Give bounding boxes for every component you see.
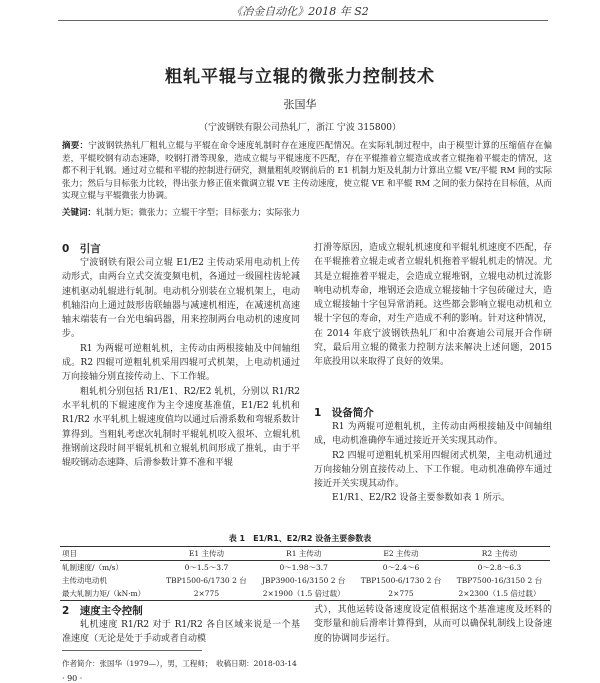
- table-cell: TBP1500-6/1730 2 台: [166, 576, 247, 585]
- header-rule: [58, 20, 548, 21]
- author-affiliation: （宁波钢铁有限公司热轧厂，浙江 宁波 315800）: [198, 123, 402, 133]
- footnote: 作者简介：张国华（1979—），男，工程师； 收稿日期：2018-03-14: [62, 659, 297, 668]
- column-header: R2 主传动: [481, 549, 518, 558]
- running-head: 《冶金自动化》2018 年 S2: [231, 5, 369, 18]
- section-2-right-column: [314, 603, 552, 646]
- column-header: E2 主传动: [383, 549, 419, 558]
- paragraph: 轧机速度 R1/R2 对于 R1/R2 各自区域来说是一个基准速度（无论是处于手动或者自动模: [62, 620, 300, 645]
- table-cell: 2×775: [388, 589, 414, 598]
- table-header-row: [60, 547, 550, 561]
- section-0-heading: 0 引言: [62, 243, 101, 255]
- section-2-left-column: [62, 618, 300, 647]
- table-cell: TBP7500-16/3150 2 台: [456, 576, 543, 585]
- table-row: [60, 561, 550, 575]
- paragraph: 粗轧机分别包括 R1/E1、R2/E2 轧机，分别以 R1/R2 水平轧机的下辊速度作为主令速度基准值，E1/E2 轧机和 R1/R2 水平轧机上辊速度值均以通过后滑系数和弯辊系数计算得到。当粗轧考虑次轧制时平辊轧机咬入很坏、立辊轧机推钢前这段时间平辊轧机和立辊轧机间形成了推轧，由于平辊咬钢动态速降、后滑参数计算不准和平辊: [62, 386, 300, 469]
- paragraph: R1 为两辊可逆粗轧机，主传动由两根接轴及中间轴组成，电动机准确停车通过接近开关实现其动作。: [314, 422, 552, 447]
- table-cell: 2×2300（1.5 倍过载）: [458, 589, 541, 598]
- page-number: · 90 ·: [62, 674, 83, 683]
- table-row: [60, 574, 550, 587]
- keywords-text: 轧制力矩；微张力；立辊干字型；目标张力；实际张力: [96, 208, 301, 218]
- abstract: [62, 140, 552, 203]
- table-cell: 0～2.4～6: [382, 563, 420, 572]
- paragraph: 打滑等原因，造成立辊轧机速度和平辊轧机速度不匹配，存在平辊推着立辊走或者立辊轧机拖着平辊轧机走的情况。尤其是立辊推着平辊走，会造成立辊堆钢，立辊电动机过流影响电动机寿命，堆钢还会造成立辊接轴十字包砖碰过大，造成立辊接轴十字包异常消耗。这些都会影响立辊电动机和立辊十字包的寿命，对生产造成不利的影响。针对这种情况，在 2014 年底宁波钢铁热轧厂和中冶赛迪公司展开合作研究，最后用立辊的微张力控制方法来解决上述问题，2015 年底投用以来取得了良好的效果。: [314, 243, 552, 368]
- table-cell: TBP1500-6/1730 2 台: [360, 576, 442, 585]
- section-0-left-column: [62, 256, 300, 470]
- article-title: 粗轧平辊与立辊的微张力控制技术: [165, 67, 435, 87]
- section-1-heading: 1 设备简介: [314, 407, 374, 419]
- table-cell: 主传动电动机: [62, 576, 107, 585]
- table-cell: JBP3900-16/3150 2 台: [262, 576, 346, 585]
- section-2-heading: 2 速度主令控制: [62, 605, 143, 617]
- paragraph: R1 为两辊可逆粗轧机，主传动由两根接轴及中间轴组成。R2 四辊可逆粗轧机采用四辊可式机架，上电动机通过万向接轴分别直接传动上、下工作辊。: [62, 343, 300, 383]
- table-1: [60, 546, 550, 601]
- paragraph: 式），其他运转设备速度设定值根据这个基准速度及坯料的变形量和前后滑率计算得到，从而可以确保轧制线上设备速度的协调同步运行。: [314, 605, 552, 644]
- paragraph: E1/R1、E2/R2 设备主要参数如表 1 所示。: [332, 493, 510, 504]
- table-row: [60, 587, 550, 601]
- table-cell: 0～1.5～3.7: [184, 563, 229, 572]
- section-1-body: [314, 420, 552, 506]
- keywords-label: 关键词：: [62, 208, 97, 218]
- column-header: R1 主传动: [286, 549, 322, 558]
- section-0-right-column: [314, 241, 552, 370]
- column-header: E1 主传动: [188, 549, 224, 558]
- paragraph: R2 四辊可逆粗轧机采用四辊闭式机架，主电动机通过万向接轴分别直接传动上、下工作辊。电动机准确停车通过接近开关实现其动作。: [314, 450, 552, 490]
- keywords: [62, 207, 552, 219]
- abstract-text: 宁波钢铁热轧厂粗轧立辊与平辊在命令速度轧制时存在速度匹配情况。在实际轧制过程中，由于模型计算的压缩值存在偏差，平辊咬钢有动态速降，咬钢打滑等现象，造成立辊与平辊速度不匹配，存在平辊推着立辊造成或者立辊拖着平辊走的情况，这都不利于轧钢。通过对立辊和平辊的控制进行研究，测量粗轧咬钢前后的 E1 机制力矩及轧制力计算出立辊 VE/平辊 RM 间的实际张力；然后与目标张力比较，得出张力修正值来微调立辊 VE 主传动速度，使立辊 VE 和平辊 RM 之间的张力保持在目标值，从而实现立辊与平辊微张力协调。: [62, 141, 552, 202]
- abstract-label: 摘要：: [62, 141, 89, 151]
- table-cell: 最大轧制力矩/（kN·m）: [62, 589, 146, 598]
- table-cell: 轧制速度/（m/s）: [62, 563, 124, 572]
- column-header: 项目: [62, 549, 77, 558]
- table-cell: 2×775: [193, 589, 220, 598]
- paragraph: 宁波钢铁有限公司立辊 E1/E2 主传动采用电动机上传动形式，由两台立式交流变频电机，各通过一级圆柱齿轮减速机驱动轧辊进行轧制。电动机分别装在立辊机架上，电动机轴沿向上通过鼓形齿联轴器与减速机相连，在减速机高速轴末端装有一台光电编码器，用来控制两台电动机的速度同步。: [62, 258, 300, 340]
- table-cell: 0～2.8～6.3: [477, 563, 522, 572]
- article-author: 张国华: [283, 98, 317, 111]
- table-cell: 2×1900（1.5 倍过载）: [262, 589, 345, 598]
- footnote-rule: [62, 650, 202, 651]
- table-1-caption: 表 1 E1/R1、E2/R2 设备主要参数表: [228, 534, 372, 543]
- table-cell: 0～1.98～3.7: [279, 563, 328, 572]
